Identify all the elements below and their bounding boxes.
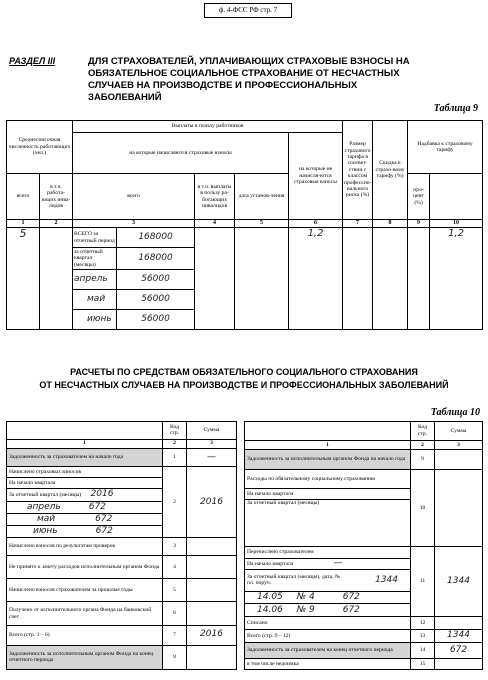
t10-month: апрель (27, 501, 61, 512)
t9-h-sur-pct: про-цент (%) (408, 174, 430, 220)
t10r-colnum: 3 (435, 440, 483, 449)
t9-row-label-quarter: за отчетный квартал (месяцы) (73, 248, 117, 270)
t9-month: июнь (87, 313, 112, 324)
t9-final-cell (430, 228, 483, 330)
t10r-colnum: 1 (245, 440, 411, 449)
section-title: ДЛЯ СТРАХОВАТЕЛЕЙ, УПЛАЧИВАЮЩИХ СТРАХОВЫЕ ВЗНОСЫ НА ОБЯЗАТЕЛЬНОЕ СОЦИАЛЬНОЕ СТРАХОВАНИЕ ОТ НЕСЧАСТНЫХ СЛУЧАЕВ НА ПРОИЗВОДСТВЕ И ПРОФЕССИОНАЛЬНЫХ ЗАБОЛЕВАНИЙ (88, 56, 410, 103)
t9-avg-dis-cell (40, 228, 73, 330)
t10-r2-val: 2016 (200, 496, 223, 507)
t10-r11-val: 1344 (447, 575, 470, 586)
t10-r2-label: Начислено страховых взносов (7, 467, 163, 478)
t10-r10-val (435, 469, 483, 546)
t10-r13-val: 1344 (447, 630, 470, 641)
t10-r9-label: Задолженность за исполнительным органом Фонда на начало года (245, 450, 411, 470)
t10-r4-label: Не принято к зачету расходов исполнительным органом Фонда (7, 555, 163, 578)
t10-r12-label: Списано (245, 617, 411, 630)
t9-colnum: 6 (289, 220, 343, 228)
t10-month-val: 672 (95, 525, 113, 536)
table9 (6, 120, 483, 330)
t10-r1-val-cell (187, 448, 237, 467)
t10-r12-code: 12 (411, 617, 435, 630)
t10-r1-label: Задолженность за страхователем на начало года (7, 448, 163, 467)
t10-r14-val: 672 (449, 644, 468, 655)
t10-r13-code: 13 (411, 630, 435, 643)
t9-colnum: 9 (408, 220, 430, 228)
t10-r6-val (187, 602, 237, 625)
t10-colnum: 3 (187, 439, 237, 448)
t10-r11b-val: 1344 (375, 575, 398, 586)
t10-payment-num: № 9 (296, 604, 315, 615)
t10-r2b-row (7, 489, 163, 501)
table9-name: Таблица 9 (433, 103, 478, 114)
t9-pay-dis-cell (195, 228, 235, 330)
t10-r11b-label: За отчетный квартал (месяцы), дата, № пл. поруч. (247, 574, 341, 587)
t9-discount-cell (343, 228, 373, 330)
t9-row-label-total: ВСЕГО за отчетный период (73, 228, 117, 248)
t9-sur-pct-cell (408, 228, 430, 330)
t10-payment-val: 672 (342, 604, 360, 615)
t9-h-pay-total: всего (73, 174, 195, 220)
t10-r14-code: 14 (411, 642, 435, 658)
t10-r7-val-cell (187, 625, 237, 645)
t10-r11b-row (245, 570, 411, 591)
t10-r2-code: 2 (163, 467, 187, 538)
t9-colnum: 10 (430, 220, 483, 228)
t9-month-pay-cell (117, 310, 195, 330)
calc-title-line2: ОТ НЕСЧАСТНЫХ СЛУЧАЕВ НА ПРОИЗВОДСТВЕ И ПРОФЕССИОНАЛЬНЫХ ЗАБОЛЕВАНИЙ (39, 380, 449, 390)
t10-r8-val (187, 645, 237, 669)
t10-r7-code: 7 (163, 625, 187, 645)
table10-right (244, 421, 483, 670)
t9-h-avg-all: всего (7, 174, 40, 220)
t9-h-payments: Выплаты в пользу работников (73, 121, 343, 133)
t10-month-val: 672 (88, 501, 106, 512)
t10-r11a-val: — (333, 558, 343, 569)
t10-r6-label: Получено от исполнительного органа Фонда на банковский счет (7, 602, 163, 625)
form-page-tag: ф. 4-ФСС РФ стр. 7 (204, 3, 292, 18)
t9-h-charged: на которые начисляются страховые взносы (73, 133, 289, 174)
t10-month-row (7, 513, 163, 525)
t10r-h-sum: Сумма (435, 422, 483, 441)
t10-r1-val: — (207, 451, 216, 462)
t10-r4-val (187, 555, 237, 578)
t10-r8-label: Задолженность за исполнительным органом Фонда на конец отчетного периода (7, 645, 163, 669)
t9-month: апрель (74, 273, 108, 284)
t10-r12-val (435, 617, 483, 630)
t10-h-code: Код стр. (163, 422, 187, 440)
table10-name: Таблица 10 (430, 407, 480, 418)
t9-pay-quarter-cell (117, 248, 195, 270)
t9-colnum: 2 (40, 220, 73, 228)
t10-r10a-label: На начало квартала (245, 488, 411, 500)
t10-r2-val-cell (187, 467, 237, 538)
t10-r15-val (435, 659, 483, 670)
t9-h-rate: Размер страхового тарифа в соответ-ствии с классом профессио-нального риска (%) (343, 121, 373, 220)
t9-month-cell (73, 290, 117, 310)
t10-r11a-row (245, 558, 411, 570)
calc-title-line1: РАСЧЕТЫ ПО СРЕДСТВАМ ОБЯЗАТЕЛЬНОГО СОЦИАЛЬНОГО СТРАХОВАНИЯ (70, 367, 418, 377)
t9-pay-total-cell (117, 228, 195, 248)
t10-month-row (7, 501, 163, 513)
t9-month-pay: 56000 (141, 273, 170, 284)
t10-r15-label: в том числе недоимка (245, 659, 411, 670)
t10-colnum: 2 (163, 439, 187, 448)
t10-r15-code: 15 (411, 659, 435, 670)
t10-r3-val (187, 538, 237, 556)
t10-colnum: 1 (7, 439, 163, 448)
t10-payment-row (245, 591, 411, 604)
t10-month-val: 672 (95, 513, 113, 524)
t9-h-avg: Среднесписочная численность работающих (чел.) (7, 121, 73, 174)
section-label: РАЗДЕЛ III (9, 56, 56, 66)
t10-r1-code: 1 (163, 448, 187, 467)
t9-sur-date-cell (373, 228, 408, 330)
t10-h-blank (7, 422, 163, 440)
t10-r7-val: 2016 (200, 629, 223, 640)
t10-r2a-label: На начало квартала (7, 478, 163, 489)
table10-left (6, 421, 237, 670)
t10-r13-val-cell (435, 630, 483, 643)
t9-pay-notcharged-cell (235, 228, 289, 330)
t10-h-sum: Сумма (187, 422, 237, 440)
t10-r5-label: Начислено взносов страхователем за прошлые годы (7, 579, 163, 602)
t9-avg-total-cell (7, 228, 40, 330)
t9-month-pay-cell (117, 270, 195, 290)
t9-h-avg-dis: в т.ч. работа-ющих инва-лидов (40, 174, 73, 220)
t10-payment-row (245, 604, 411, 617)
t9-pay-quarter: 168000 (138, 252, 173, 263)
t10-month: июнь (33, 525, 58, 536)
t9-h-discount: Скидка к страхо-вому тарифу (%) (373, 121, 408, 220)
t10-r10-code: 10 (411, 469, 435, 546)
t9-month-pay: 56000 (141, 313, 170, 324)
t9-month-cell (73, 310, 117, 330)
t10-r2b-label: За отчетный квартал (месяцы) (9, 492, 82, 499)
t9-h-pay-dis: в т.ч. выплаты в пользу ра-ботающих инвалидов (195, 174, 235, 220)
t10-r11a-label: На начало квартала (247, 561, 294, 568)
t9-colnum: 1 (7, 220, 40, 228)
t10-r7-label: Всего (стр. 1 – 6) (7, 625, 163, 645)
t10-r11-code: 11 (411, 547, 435, 617)
t9-pay-total: 168000 (138, 231, 173, 242)
t9-month-pay-cell (117, 290, 195, 310)
t10-r4-code: 4 (163, 555, 187, 578)
t10-month: май (37, 513, 56, 524)
t10-r13-label: Всего (стр. 9 – 12) (245, 630, 411, 643)
t10-payment-date: 14.06 (257, 604, 283, 615)
t10-r2b-year: 2016 (90, 489, 114, 500)
t10-r5-val (187, 579, 237, 602)
t9-h-surcharge: Надбавка к страховому тарифу (408, 121, 483, 174)
t10-payment-date: 14.05 (257, 591, 283, 602)
t10r-h-code: Код стр. (411, 422, 435, 441)
t9-colnum: 3 (73, 220, 195, 228)
t9-month-cell (73, 270, 117, 290)
t10-r9-val (435, 450, 483, 470)
t9-avg-total: 5 (19, 227, 27, 241)
t10-r9-code: 9 (411, 450, 435, 470)
t9-rate-cell (289, 228, 343, 330)
t9-colnum: 5 (235, 220, 289, 228)
t10-r6-code: 6 (163, 602, 187, 625)
t10-r10b-label: За отчетный квартал (месяцы) (245, 500, 411, 547)
t10-payment-val: 672 (342, 591, 360, 602)
t9-h-notcharged: на которые не начисля-ются страховые взносы (289, 133, 343, 220)
t9-month-pay: 56000 (141, 293, 170, 304)
t10-payment-num: № 4 (296, 591, 315, 602)
t9-colnum: 7 (343, 220, 373, 228)
t10r-h-blank (245, 422, 411, 441)
t10r-colnum: 2 (411, 440, 435, 449)
t9-rate: 1,2 (307, 228, 324, 240)
t9-month: май (87, 293, 106, 304)
t10-r14-val-cell (435, 642, 483, 658)
t10-month-row (7, 526, 163, 538)
calc-title (0, 366, 488, 392)
t10-r8-code: 8 (163, 645, 187, 669)
t10-r10-label: Расходы по обязательному социальному страхованию (245, 469, 411, 488)
t9-colnum: 4 (195, 220, 235, 228)
t10-r14-label: Задолженность за страхователем на конец отчетного периода (245, 642, 411, 658)
t10-r11-label: Перечислено страхователем (245, 547, 411, 559)
t9-colnum: 8 (373, 220, 408, 228)
t10-r3-code: 3 (163, 538, 187, 556)
t10-r11-val-cell (435, 547, 483, 617)
t9-final-rate: 1,2 (448, 228, 464, 240)
t10-r3-label: Начислено взносов по результатам проверок (7, 538, 163, 556)
t9-h-sur-date: дата установ-ления (235, 174, 289, 220)
t10-r5-code: 5 (163, 579, 187, 602)
